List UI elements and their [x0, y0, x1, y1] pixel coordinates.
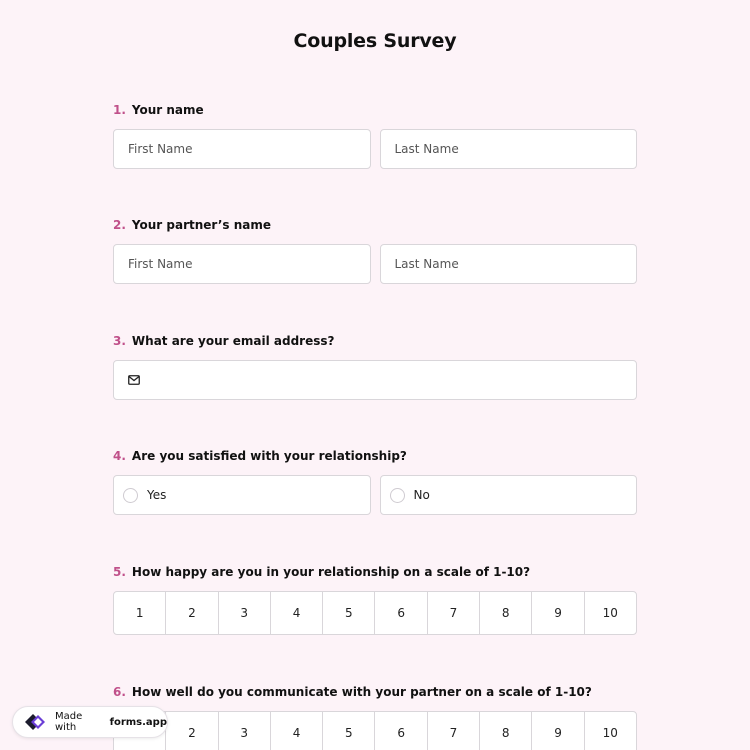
question-your-name	[113, 102, 637, 169]
question-satisfied	[113, 448, 637, 515]
radio-circle-icon[interactable]	[123, 488, 138, 503]
question-text: How happy are you in your relationship on a scale of 1-10?	[131, 565, 531, 579]
scale-option[interactable]: 4	[270, 592, 322, 634]
scale-option[interactable]: 8	[479, 712, 531, 750]
question-number: 2.	[113, 218, 126, 232]
first-name-input[interactable]	[113, 129, 371, 169]
radio-circle-icon[interactable]	[390, 488, 405, 503]
scale-option[interactable]: 2	[165, 712, 217, 750]
badge-prefix: Made with	[55, 711, 83, 733]
scale-option[interactable]: 1	[135, 606, 144, 620]
page-title: Couples Survey	[293, 30, 457, 52]
question-label	[113, 102, 637, 118]
scale-option[interactable]: 10	[584, 712, 636, 750]
scale-option[interactable]: 2	[165, 592, 217, 634]
scale-option[interactable]: 6	[374, 592, 426, 634]
question-text: How well do you communicate with your partner on a scale of 1-10?	[131, 685, 592, 699]
question-label	[113, 564, 637, 580]
scale-option[interactable]: 9	[531, 712, 583, 750]
partner-last-name-input[interactable]	[380, 244, 638, 284]
question-number: 4.	[113, 449, 126, 463]
question-number: 5.	[113, 565, 126, 579]
scale-option[interactable]: 7	[427, 592, 479, 634]
scale-option[interactable]: 5	[322, 592, 374, 634]
radio-option-no[interactable]	[380, 475, 638, 515]
scale-option[interactable]: 8	[479, 592, 531, 634]
scale-option[interactable]: 10	[584, 592, 636, 634]
rating-scale	[113, 711, 637, 750]
made-with-forms-app-badge[interactable]	[12, 706, 168, 738]
question-partner-name	[113, 217, 637, 284]
envelope-icon	[128, 375, 140, 385]
radio-label: No	[413, 488, 430, 502]
question-number: 6.	[113, 685, 126, 699]
question-label	[113, 333, 637, 349]
partner-first-name-input[interactable]	[113, 244, 371, 284]
question-text: Your name	[131, 103, 204, 117]
question-happiness-scale	[113, 564, 637, 635]
question-number: 1.	[113, 103, 126, 117]
first-name-placeholder: First Name	[128, 142, 193, 156]
badge-brand: forms.app	[109, 716, 167, 728]
question-label	[113, 684, 637, 700]
scale-option[interactable]: 4	[270, 712, 322, 750]
scale-option[interactable]: 9	[531, 592, 583, 634]
question-label	[113, 217, 637, 233]
radio-label: Yes	[147, 488, 167, 502]
scale-option[interactable]: 6	[374, 712, 426, 750]
question-label	[113, 448, 637, 464]
last-name-input[interactable]	[380, 129, 638, 169]
scale-option[interactable]: 5	[322, 712, 374, 750]
last-name-placeholder: Last Name	[394, 257, 459, 271]
rating-scale	[113, 591, 637, 635]
scale-option[interactable]: 3	[218, 712, 270, 750]
last-name-placeholder: Last Name	[394, 142, 459, 156]
radio-option-yes[interactable]	[113, 475, 371, 515]
email-input[interactable]	[113, 360, 637, 400]
question-number: 3.	[113, 334, 126, 348]
question-text: Your partner’s name	[131, 218, 271, 232]
question-text: Are you satisfied with your relationship?	[131, 449, 407, 463]
question-text: What are your email address?	[131, 334, 335, 348]
scale-option[interactable]: 3	[218, 592, 270, 634]
scale-option[interactable]: 7	[427, 712, 479, 750]
question-email	[113, 333, 637, 400]
question-communication-scale	[113, 684, 637, 750]
first-name-placeholder: First Name	[128, 257, 193, 271]
forms-app-logo-icon	[21, 711, 49, 733]
